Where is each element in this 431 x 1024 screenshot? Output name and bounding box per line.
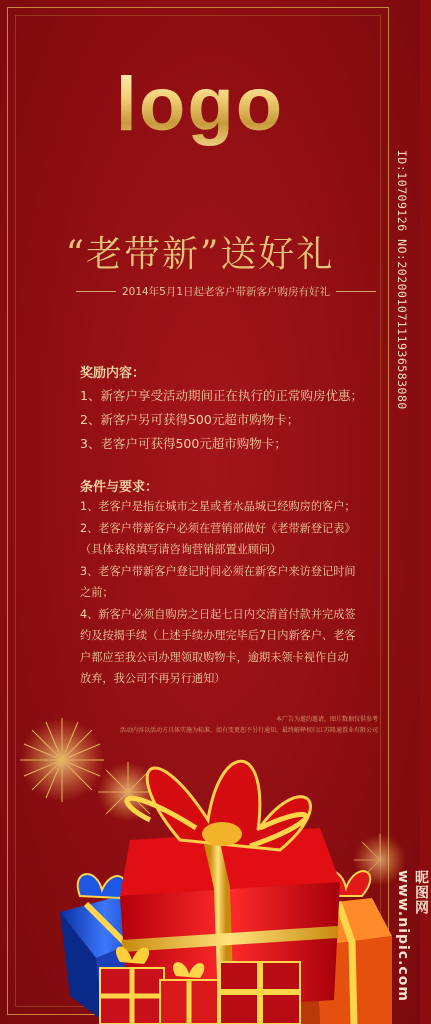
subtitle-row [76, 284, 376, 299]
watermark-strip [391, 870, 429, 1020]
image-id-strip [391, 150, 419, 530]
gift-boxes-illustration [0, 700, 392, 1024]
conditions-line: 4、新客户必须自购房之日起七日内交清首付款并完成签 [80, 607, 356, 621]
conditions-line: （具体表格填写请咨询营销部置业顾问） [80, 543, 282, 556]
conditions-line: 户都应至我公司办理领取购物卡，逾期未领卡视作自动 [80, 650, 349, 664]
subtitle-rule-right [336, 291, 376, 292]
rewards-item: 3、老客户可获得500元超市购物卡； [80, 436, 287, 451]
rewards-item: 2、新客户另可获得500元超市购物卡； [80, 412, 300, 427]
conditions-line: 约及按揭手续（上述手续办理完毕后7日内新客户、老客 [80, 629, 356, 642]
conditions-line: 之前； [80, 586, 114, 599]
poster-title: “老带新”送好礼 [65, 234, 335, 275]
conditions-line: 1、老客户是指在城市之星或者水晶城已经购房的客户； [80, 500, 356, 513]
fine-print-line: 本广告为邀约邀请，图片数据仅供参考 [275, 716, 378, 723]
rewards-item: 1、新客户享受活动期间正在执行的正常购房优惠； [80, 388, 363, 403]
firework-left-icon [20, 718, 104, 802]
subtitle-rule-left [76, 291, 116, 292]
conditions-line: 3、老客户带新客户登记时间必须在新客户来访登记时间 [80, 564, 356, 578]
conditions-heading: 条件与要求： [80, 480, 159, 495]
conditions-line: 放弃，我公司不再另行通知） [80, 672, 226, 685]
poster-subtitle: 2014年5月1日起老客户带新客户购房有好礼 [121, 286, 331, 298]
rewards-list [80, 384, 380, 456]
conditions-line: 2、老客户带新客户必须在营销部做好《老带新登记表》 [80, 521, 356, 535]
watermark-text: 昵图网 www.nipic.com [395, 870, 429, 1002]
rewards-heading: 奖励内容： [80, 366, 146, 381]
logo: logo [0, 60, 400, 150]
image-id-text: ID:10709126 NO:20200107111936583080 [395, 150, 409, 410]
fine-print-line: 活动内容以活动方具体实施为标准，如有变更恕不另行通知，最终解释权归江苏隆通置业有限公司 [119, 727, 378, 734]
small-gift-box-icon [220, 962, 300, 1024]
conditions-list [80, 496, 380, 690]
